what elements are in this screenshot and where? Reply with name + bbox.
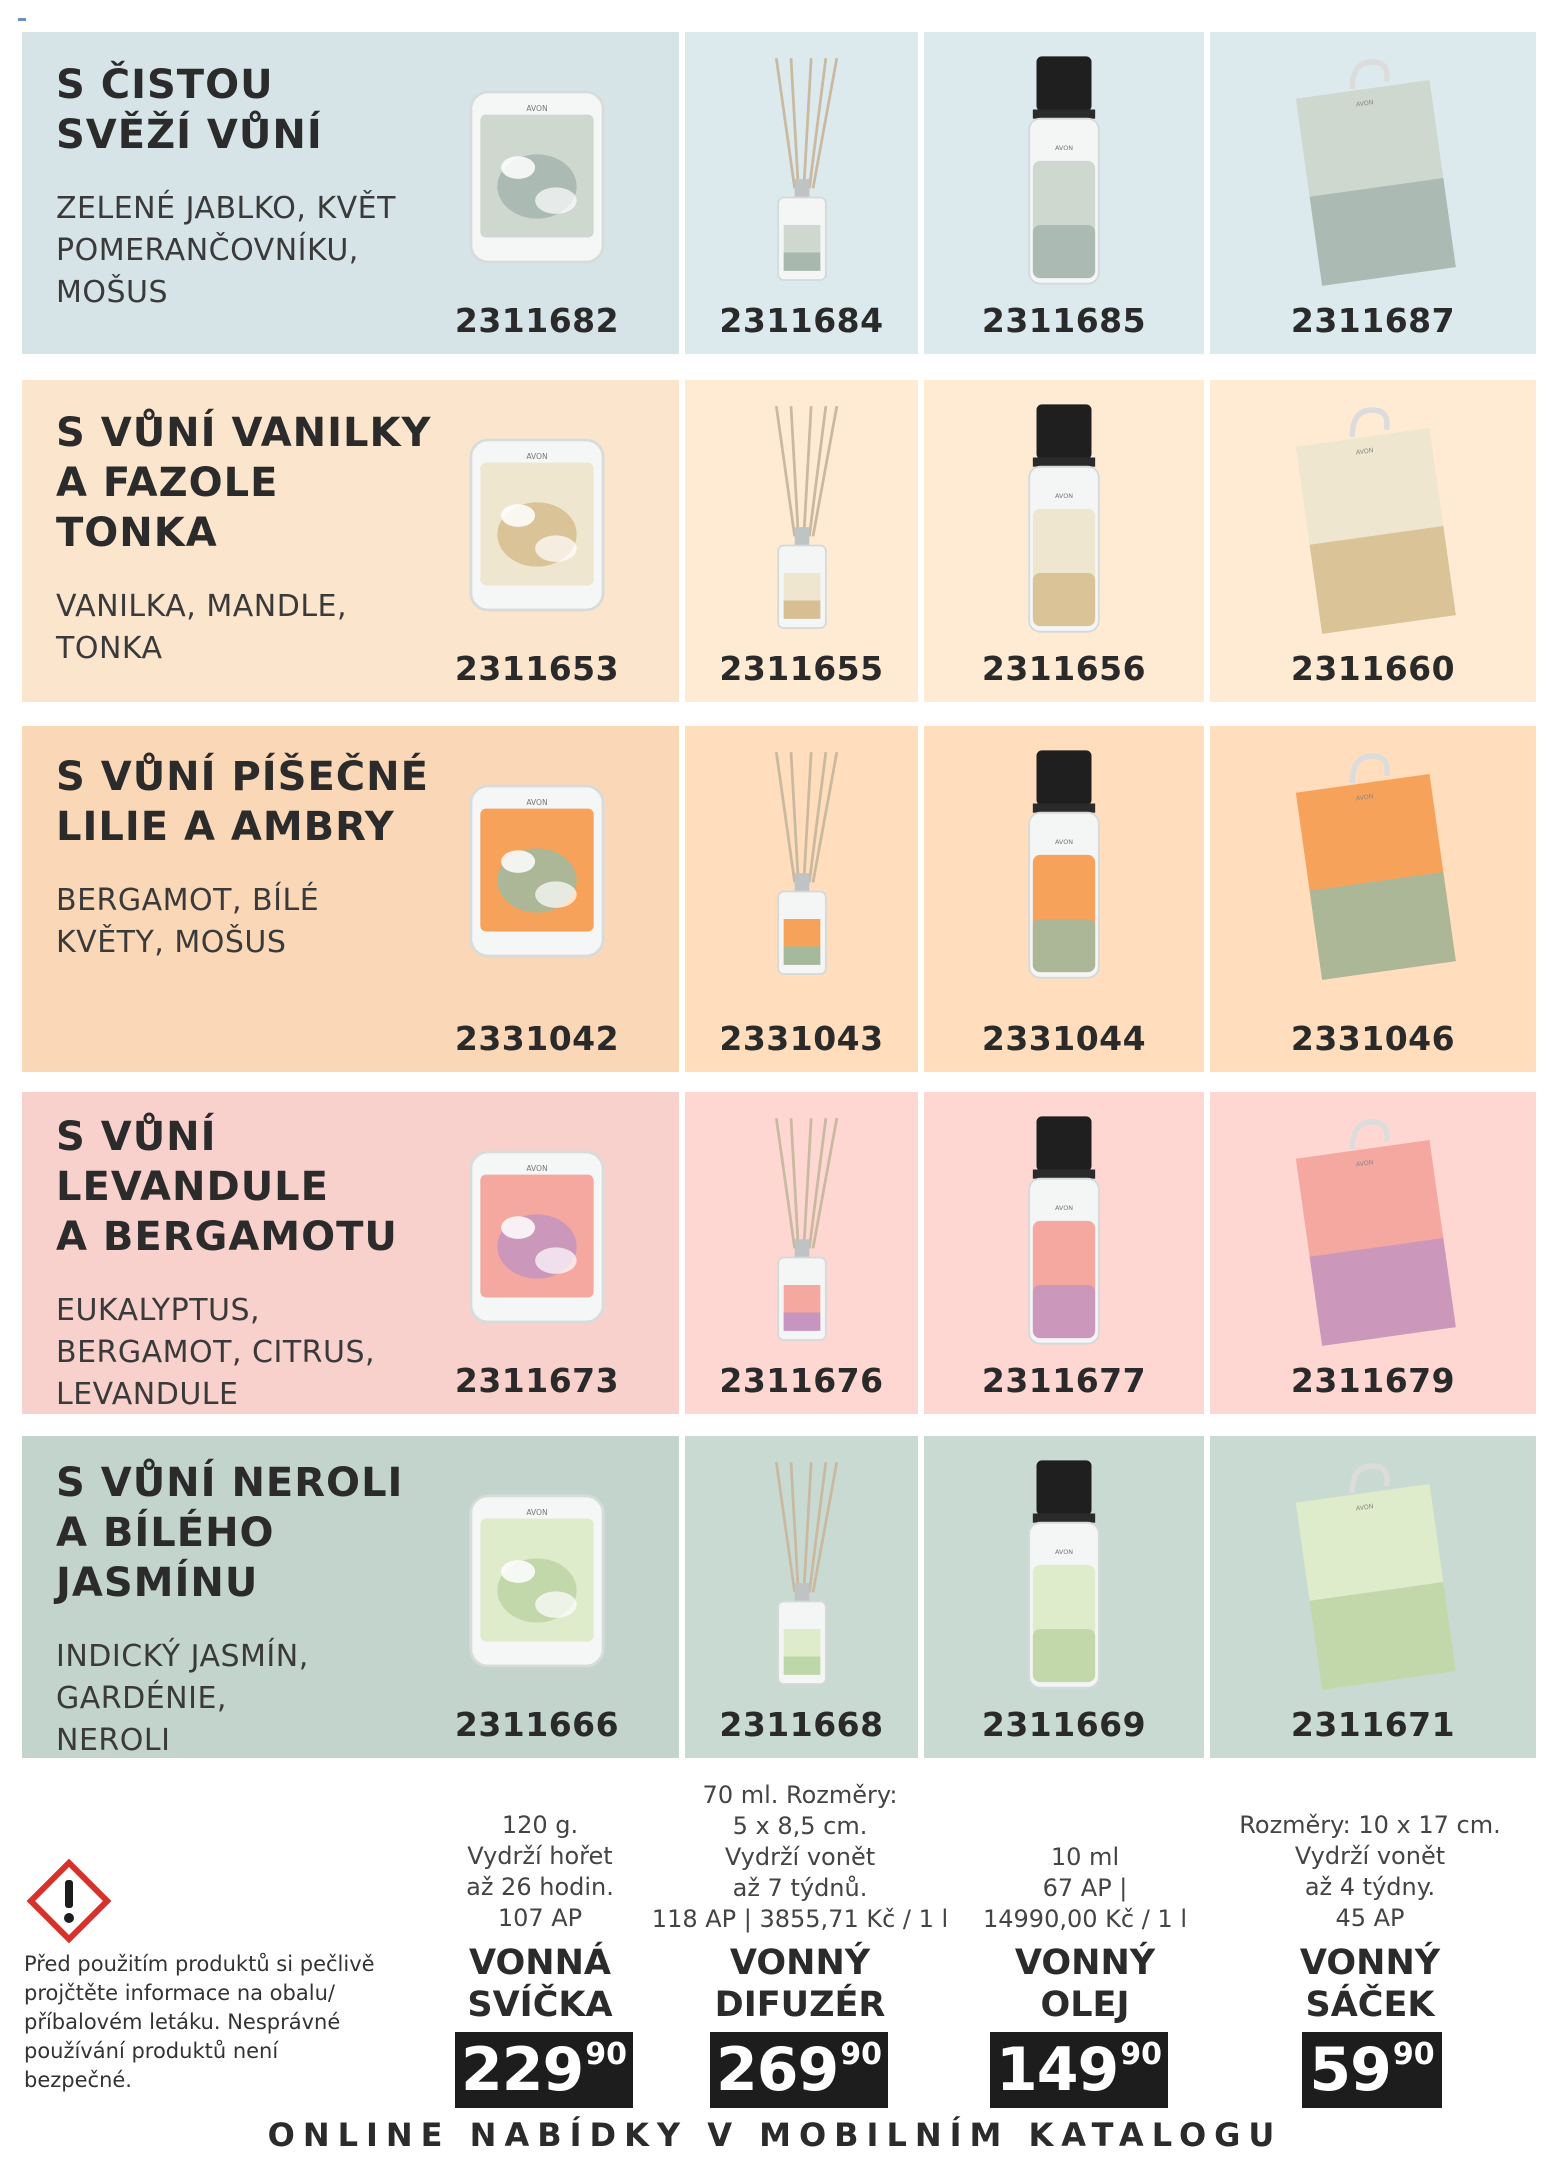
oil-image[interactable] [1009, 1110, 1119, 1354]
fragrance-notes: EUKALYPTUS, BERGAMOT, CITRUS, LEVANDULE [56, 1293, 376, 1412]
oil-cell [924, 380, 1204, 702]
svg-text:AVON: AVON [526, 103, 548, 113]
sachet-cell [1210, 726, 1536, 1072]
fragrance-notes: BERGAMOT, BÍLÉ KVĚTY, MOŠUS [56, 883, 320, 960]
diffuser-specs: 70 ml. Rozměry: 5 x 8,5 cm. Vydrží vonět až 7 týdnů. 118 AP | 3855,71 Kč / 1 l [651, 1781, 949, 1933]
fragrance-notes: INDICKÝ JASMÍN, GARDÉNIE, NEROLI [56, 1639, 309, 1758]
diffuser-cell [685, 726, 918, 1072]
fragrance-row [0, 380, 1550, 702]
diffuser-price-main: 269 [716, 2035, 839, 2105]
sachet-price-cents: 90 [1392, 2037, 1435, 2072]
product-code: 2311656 [981, 649, 1147, 688]
product-code: 2311679 [1290, 1361, 1456, 1400]
candle-code: 2311673 [454, 1361, 620, 1400]
product-code: 2331046 [1290, 1019, 1456, 1058]
diffuser-image[interactable] [747, 744, 857, 988]
candle-price-main: 229 [461, 2035, 584, 2105]
fragrance-row [0, 1092, 1550, 1414]
oil-image[interactable] [1009, 744, 1119, 988]
svg-text:AVON: AVON [1054, 491, 1074, 500]
diffuser-cell [685, 32, 918, 354]
svg-text:AVON: AVON [526, 451, 548, 461]
fragrance-title: S VŮNÍ NEROLI A BÍLÉHO JASMÍNU [56, 1460, 404, 1606]
diffuser-cell [685, 380, 918, 702]
fragrance-info-cell [22, 32, 679, 354]
product-code: 2311684 [719, 301, 884, 340]
product-code: 2311669 [981, 1705, 1147, 1744]
product-code: 2331043 [719, 1019, 884, 1058]
footer-banner[interactable]: ONLINE NABÍDKY V MOBILNÍM KATALOGU [267, 2116, 1283, 2154]
svg-text:AVON: AVON [526, 1163, 548, 1173]
product-code: 2311677 [981, 1361, 1147, 1400]
oil-price [990, 2032, 1168, 2108]
svg-text:AVON: AVON [1054, 837, 1074, 846]
candle-price [455, 2032, 633, 2108]
sachet-price [1302, 2032, 1442, 2108]
diffuser-cell [685, 1092, 918, 1414]
candle-image[interactable] [452, 430, 622, 624]
svg-text:AVON: AVON [1355, 447, 1375, 457]
candle-image[interactable] [452, 82, 622, 276]
candle-code: 2331042 [454, 1019, 620, 1058]
fragrance-info-cell [22, 1092, 679, 1414]
svg-text:AVON: AVON [526, 1507, 548, 1517]
corner-mark [18, 18, 26, 21]
product-code: 2311668 [719, 1705, 884, 1744]
candle-image[interactable] [452, 1142, 622, 1336]
svg-text:AVON: AVON [1054, 1547, 1074, 1556]
fragrance-row [0, 1436, 1550, 1758]
diffuser-name: VONNÝ DIFUZÉR [714, 1943, 886, 2025]
sachet-specs: Rozměry: 10 x 17 cm. Vydrží vonět až 4 týdny. 45 AP [1239, 1811, 1501, 1932]
fragrance-info-cell [22, 726, 679, 1072]
oil-cell [924, 32, 1204, 354]
product-code: 2311687 [1290, 301, 1456, 340]
product-code: 2311671 [1290, 1705, 1456, 1744]
svg-text:AVON: AVON [1355, 1503, 1375, 1513]
sachet-name: VONNÝ SÁČEK [1299, 1943, 1441, 2025]
oil-cell [924, 726, 1204, 1072]
safety-warning-text: Před použitím produktů si pečlivě projčtěte informace na obalu/ příbalovém letáku. Nesprávné používání produktů není bezpečné. [24, 1952, 375, 2092]
candle-code: 2311653 [454, 649, 620, 688]
svg-text:AVON: AVON [526, 797, 548, 807]
oil-price-cents: 90 [1120, 2037, 1162, 2072]
fragrance-info-cell [22, 380, 679, 702]
oil-image[interactable] [1009, 1454, 1119, 1698]
candle-price-cents: 90 [585, 2037, 627, 2072]
diffuser-image[interactable] [747, 1454, 857, 1698]
sachet-image[interactable] [1282, 398, 1462, 642]
oil-image[interactable] [1009, 50, 1119, 294]
candle-code: 2311666 [454, 1705, 620, 1744]
diffuser-image[interactable] [747, 1110, 857, 1354]
fragrance-row [0, 32, 1550, 354]
fragrance-info-cell [22, 1436, 679, 1758]
fragrance-title: S ČISTOU SVĚŽÍ VŮNÍ [56, 62, 323, 158]
product-code: 2311660 [1290, 649, 1456, 688]
svg-text:AVON: AVON [1355, 1159, 1375, 1169]
fragrance-notes: ZELENÉ JABLKO, KVĚT POMERANČOVNÍKU, MOŠUS [56, 191, 396, 310]
sachet-cell [1210, 380, 1536, 702]
sachet-price-main: 59 [1309, 2035, 1391, 2105]
diffuser-image[interactable] [747, 50, 857, 294]
hazard-warning-icon [26, 1858, 112, 1944]
candle-image[interactable] [452, 776, 622, 970]
product-code: 2331044 [981, 1019, 1147, 1058]
product-code: 2311685 [981, 301, 1147, 340]
svg-text:AVON: AVON [1054, 143, 1074, 152]
sachet-image[interactable] [1282, 1454, 1462, 1698]
diffuser-cell [685, 1436, 918, 1758]
oil-specs: 10 ml 67 AP | 14990,00 Kč / 1 l [983, 1843, 1187, 1933]
oil-cell [924, 1092, 1204, 1414]
svg-text:AVON: AVON [1355, 99, 1375, 109]
candle-image[interactable] [452, 1486, 622, 1680]
diffuser-image[interactable] [747, 398, 857, 642]
oil-cell [924, 1436, 1204, 1758]
oil-name: VONNÝ OLEJ [1014, 1943, 1156, 2025]
product-code: 2311655 [719, 649, 884, 688]
sachet-image[interactable] [1282, 50, 1462, 294]
oil-image[interactable] [1009, 398, 1119, 642]
product-code: 2311676 [719, 1361, 884, 1400]
diffuser-price-cents: 90 [840, 2037, 882, 2072]
oil-price-main: 149 [996, 2035, 1119, 2105]
sachet-cell [1210, 1092, 1536, 1414]
svg-text:AVON: AVON [1355, 793, 1375, 803]
sachet-image[interactable] [1282, 744, 1462, 988]
fragrance-title: S VŮNÍ PÍŠEČNÉ LILIE A AMBRY [56, 754, 429, 850]
sachet-cell [1210, 1436, 1536, 1758]
diffuser-price [710, 2032, 888, 2108]
fragrance-title: S VŮNÍ LEVANDULE A BERGAMOTU [56, 1114, 398, 1260]
svg-text:AVON: AVON [1054, 1203, 1074, 1212]
fragrance-row [0, 726, 1550, 1072]
candle-name: VONNÁ SVÍČKA [467, 1943, 613, 2025]
fragrance-title: S VŮNÍ VANILKY A FAZOLE TONKA [56, 410, 432, 556]
fragrance-notes: VANILKA, MANDLE, TONKA [56, 589, 348, 666]
sachet-image[interactable] [1282, 1110, 1462, 1354]
candle-specs: 120 g. Vydrží hořet až 26 hodin. 107 AP [466, 1811, 614, 1932]
sachet-cell [1210, 32, 1536, 354]
candle-code: 2311682 [454, 301, 620, 340]
